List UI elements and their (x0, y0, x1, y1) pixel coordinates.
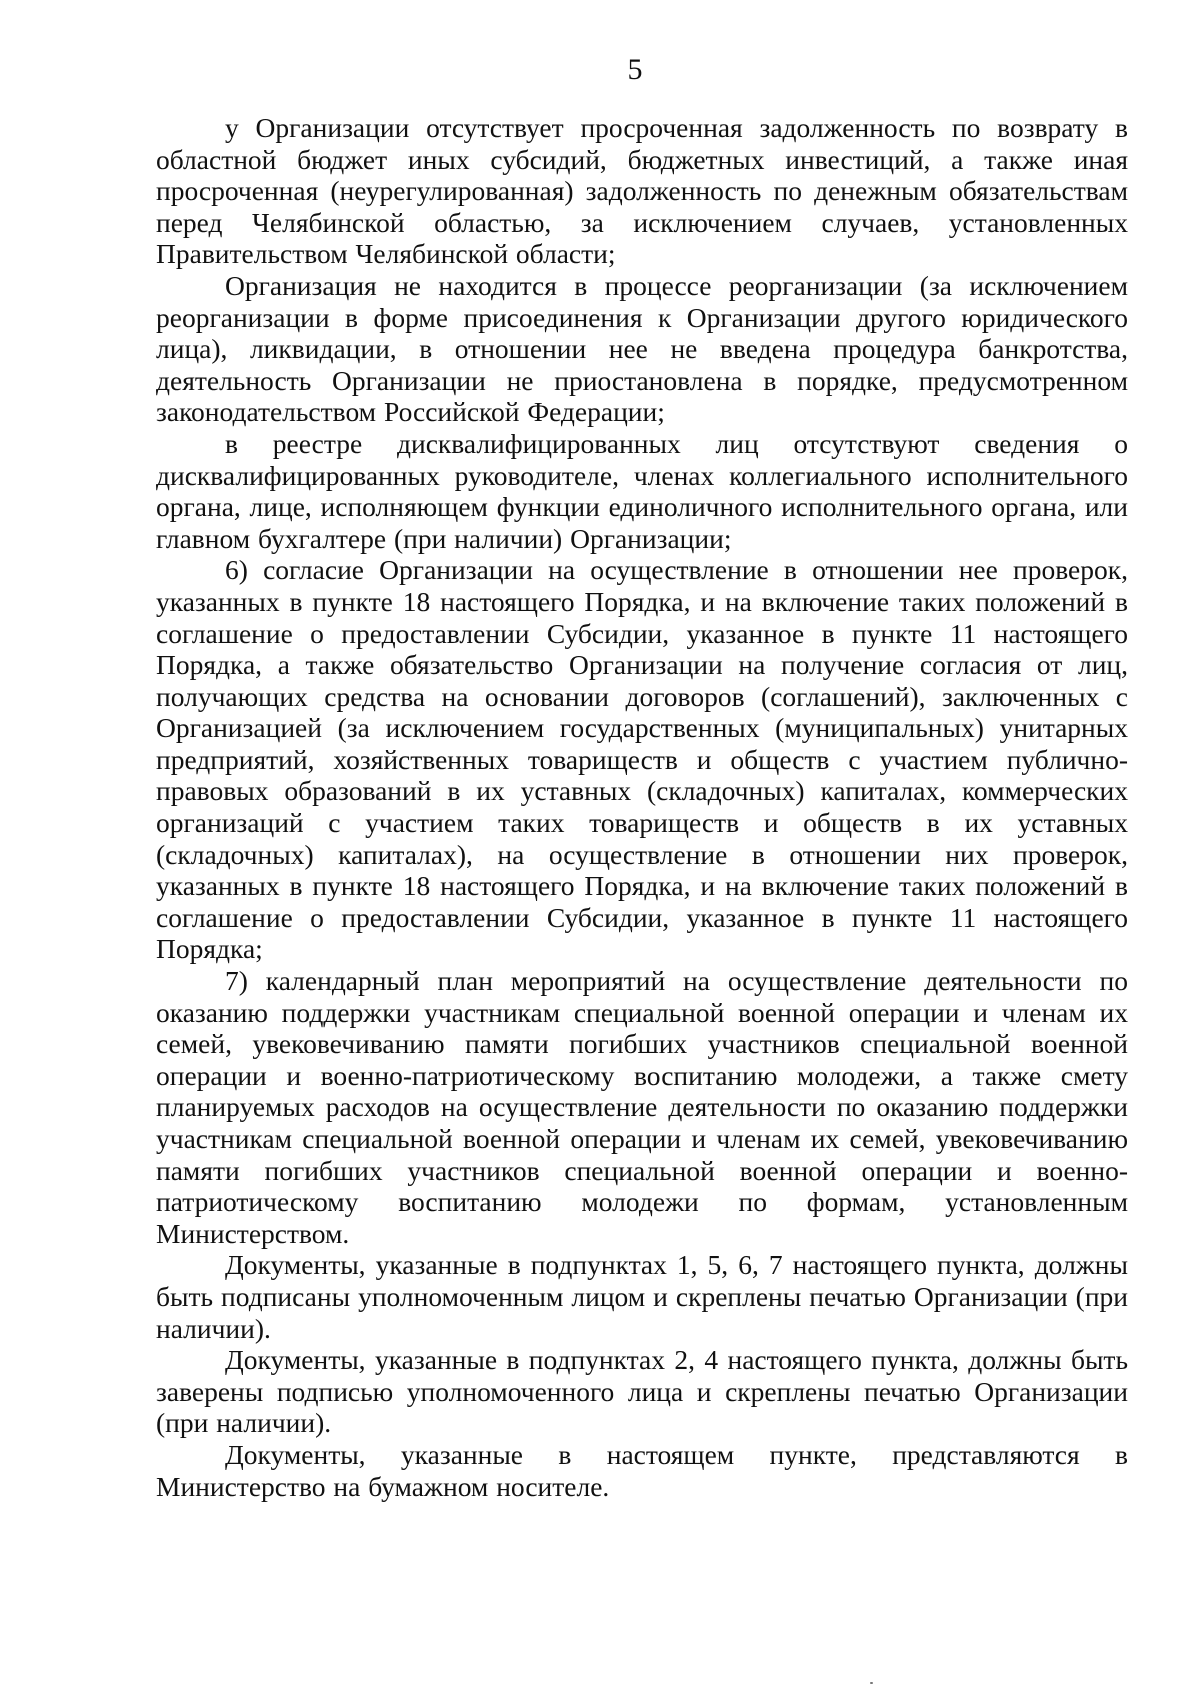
scan-speck (870, 1682, 873, 1684)
paragraph-item-7-calendar-plan: 7) календарный план мероприятий на осуществление деятельности по оказанию поддержки участникам специальной военной операции и членам их семей, увековечиванию памяти погибших участников специальной военной операции и военно-патриотическому воспитанию молодежи, а также смету планируемых расходов на осуществление деятельности по оказанию поддержки участникам специальной военной операции и членам их семей, увековечиванию памяти погибших участников специальной военной операции и военно-патриотическому воспитанию молодежи по формам, установленным Министерством. (156, 965, 1128, 1249)
paragraph-no-reorganization: Организация не находится в процессе реорганизации (за исключением реорганизации в форме присоединения к Организации другого юридического лица), ликвидации, в отношении нее не введена процедура банкротства, деятельность Организации не приостановлена в порядке, предусмотренном законодательством Российской Федерации; (156, 269, 1128, 428)
paragraph-no-overdue-debt: у Организации отсутствует просроченная задолженность по возврату в областной бюджет иных субсидий, бюджетных инвестиций, а также иная просроченная (неурегулированная) задолженность по денежным обязательствам перед Челябинской областью, за исключением случаев, установленных Правительством Челябинской области; (156, 112, 1128, 270)
paragraph-disqualified-registry: в реестре дисквалифицированных лиц отсутствуют сведения о дисквалифицированных руководителе, членах коллегиального исполнительного органа, лице, исполняющем функции единоличного исполнительного органа, или главном бухгалтере (при наличии) Организации; (156, 427, 1128, 554)
paragraph-paper-submission: Документы, указанные в настоящем пункте, представляются в Министерство на бумажном носителе. (156, 1438, 1128, 1502)
paragraph-item-6-consent: 6) согласие Организации на осуществление в отношении нее проверок, указанных в пункте 18 настоящего Порядка, и на включение таких положений в соглашение о предоставлении Субсидии, указанное в пункте 11 настоящего Порядка, а также обязательство Организации на получение согласия от лиц, получающих средства на основании договоров (соглашений), заключенных с Организацией (за исключением государственных (муниципальных) унитарных предприятий, хозяйственных товариществ и обществ с участием публично-правовых образований в их уставных (складочных) капиталах, коммерческих организаций с участием таких товариществ и обществ в их уставных (складочных) капиталах), на осуществление в отношении них проверок, указанных в пункте 18 настоящего Порядка, и на включение таких положений в соглашение о предоставлении Субсидии, указанное в пункте 11 настоящего Порядка; (156, 554, 1128, 965)
document-body (156, 112, 1128, 1502)
paragraph-signed-documents: Документы, указанные в подпунктах 1, 5, 6, 7 настоящего пункта, должны быть подписаны уполномоченным лицом и скреплены печатью Организации (при наличии). (156, 1249, 1128, 1344)
page-number: 5 (627, 53, 643, 86)
paragraph-certified-documents: Документы, указанные в подпунктах 2, 4 настоящего пункта, должны быть заверены подписью уполномоченного лица и скреплены печатью Организации (при наличии). (156, 1344, 1128, 1439)
